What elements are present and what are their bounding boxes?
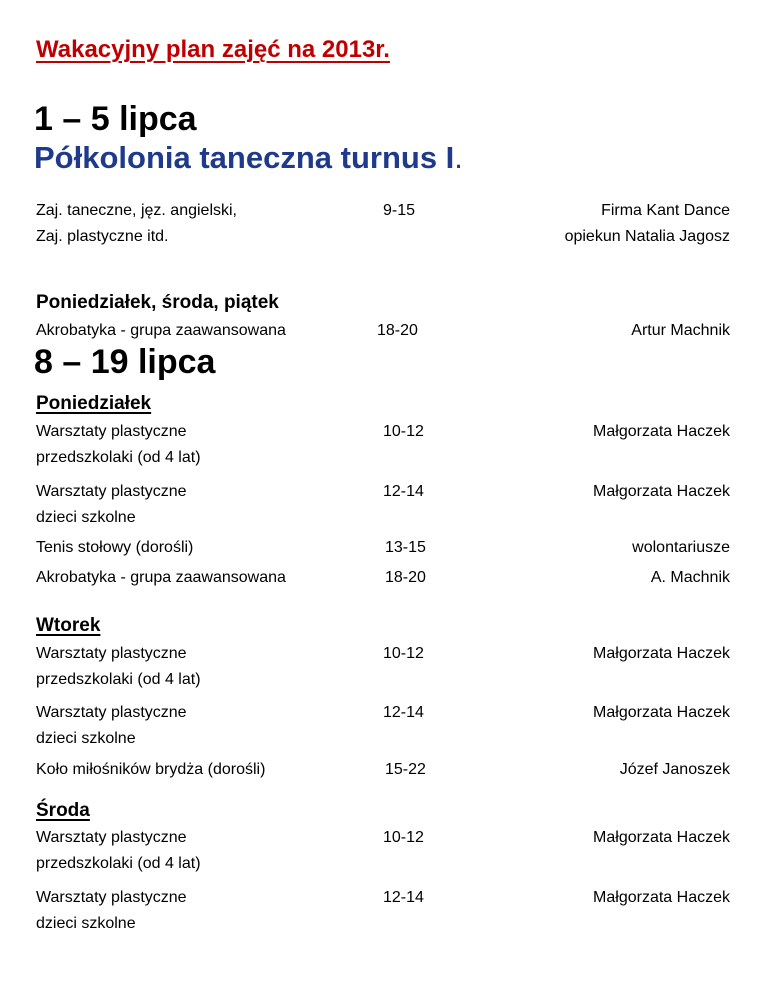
tuesday-row2-time: 12-14 xyxy=(383,704,424,721)
period1-who-line2: opiekun Natalia Jagosz xyxy=(564,228,730,245)
wednesday-row1-time: 10-12 xyxy=(383,829,424,846)
wednesday-label: Środa xyxy=(36,800,90,821)
page-title: Wakacyjny plan zajęć na 2013r. xyxy=(36,36,390,63)
tuesday-row1-time: 10-12 xyxy=(383,645,424,662)
monday-row2-who: Małgorzata Haczek xyxy=(593,483,730,500)
tuesday-row3-who: Józef Janoszek xyxy=(619,761,730,778)
tuesday-row1-who: Małgorzata Haczek xyxy=(593,645,730,662)
period1-subtitle-text: Półkolonia taneczna turnus I xyxy=(34,140,455,175)
monday-row1-desc2: przedszkolaki (od 4 lat) xyxy=(36,449,201,466)
monday-row1-who: Małgorzata Haczek xyxy=(593,423,730,440)
period1-who-line1: Firma Kant Dance xyxy=(601,202,730,219)
monday-row2-desc1: Warsztaty plastyczne xyxy=(36,483,187,500)
wednesday-row2-desc2: dzieci szkolne xyxy=(36,915,136,932)
wednesday-row2-desc1: Warsztaty plastyczne xyxy=(36,889,187,906)
monday-row1-desc1: Warsztaty plastyczne xyxy=(36,423,187,440)
monday-label: Poniedziałek xyxy=(36,393,152,414)
period1-day-who: Artur Machnik xyxy=(631,322,730,339)
monday-row1-time: 10-12 xyxy=(383,423,424,440)
wednesday-row1-desc2: przedszkolaki (od 4 lat) xyxy=(36,855,201,872)
period1-desc-line2: Zaj. plastyczne itd. xyxy=(36,228,169,245)
monday-row3-desc: Tenis stołowy (dorośli) xyxy=(36,539,194,556)
period1-desc-line1: Zaj. taneczne, jęz. angielski, xyxy=(36,202,237,219)
monday-row4-desc: Akrobatyka - grupa zaawansowana xyxy=(36,569,286,586)
monday-row3-time: 13-15 xyxy=(385,539,426,556)
monday-row3-who: wolontariusze xyxy=(632,539,730,556)
period1-subtitle xyxy=(34,140,463,176)
period1-date: 1 – 5 lipca xyxy=(34,100,197,138)
tuesday-row3-desc: Koło miłośników brydża (dorośli) xyxy=(36,761,266,778)
period1-day-desc: Akrobatyka - grupa zaawansowana xyxy=(36,322,286,339)
wednesday-row2-time: 12-14 xyxy=(383,889,424,906)
tuesday-row1-desc1: Warsztaty plastyczne xyxy=(36,645,187,662)
tuesday-row1-desc2: przedszkolaki (od 4 lat) xyxy=(36,671,201,688)
monday-row2-desc2: dzieci szkolne xyxy=(36,509,136,526)
monday-row2-time: 12-14 xyxy=(383,483,424,500)
period1-subtitle-dot: . xyxy=(454,140,463,175)
monday-row4-time: 18-20 xyxy=(385,569,426,586)
period2-date: 8 – 19 lipca xyxy=(34,343,216,381)
tuesday-row2-desc1: Warsztaty plastyczne xyxy=(36,704,187,721)
monday-row4-who: A. Machnik xyxy=(650,569,730,586)
tuesday-label: Wtorek xyxy=(36,615,101,636)
wednesday-row1-desc1: Warsztaty plastyczne xyxy=(36,829,187,846)
tuesday-row3-time: 15-22 xyxy=(385,761,426,778)
period1-day-label: Poniedziałek, środa, piątek xyxy=(36,292,279,313)
period1-day-time: 18-20 xyxy=(377,322,418,339)
wednesday-row1-who: Małgorzata Haczek xyxy=(593,829,730,846)
tuesday-row2-desc2: dzieci szkolne xyxy=(36,730,136,747)
period1-time: 9-15 xyxy=(383,202,416,219)
tuesday-row2-who: Małgorzata Haczek xyxy=(593,704,730,721)
wednesday-row2-who: Małgorzata Haczek xyxy=(593,889,730,906)
